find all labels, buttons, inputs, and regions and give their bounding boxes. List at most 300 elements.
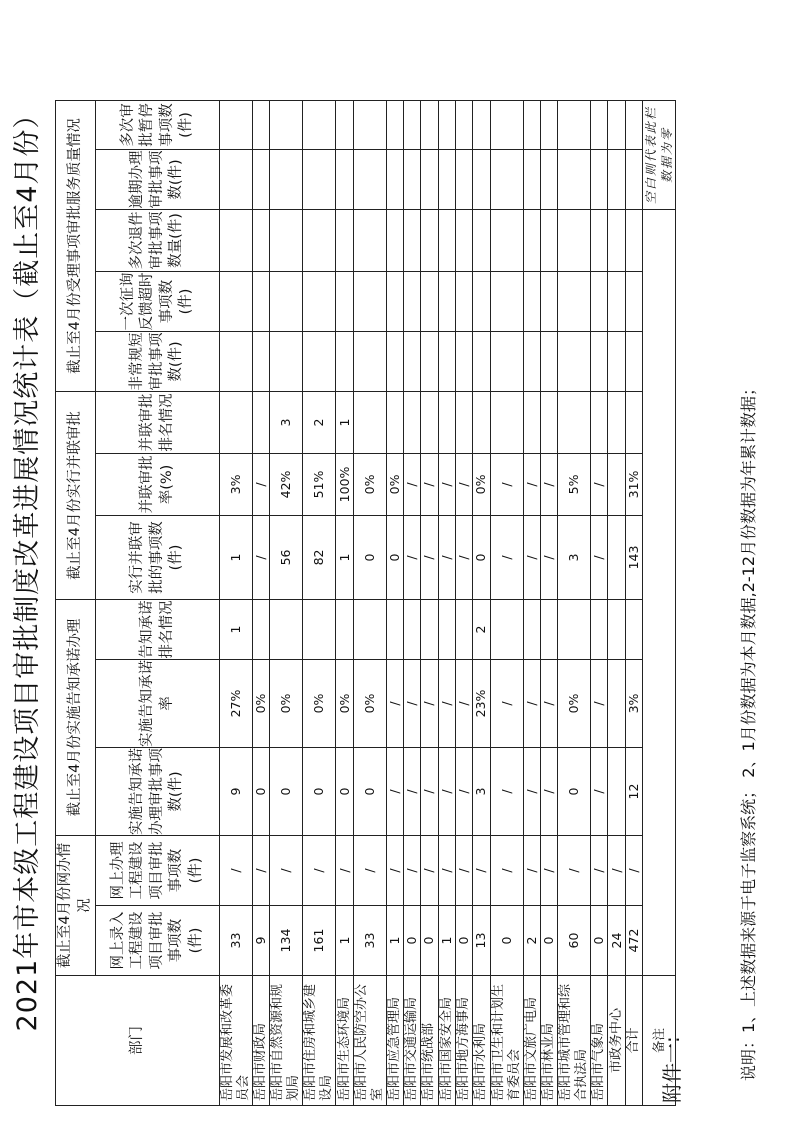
header-notify-rank: 告知承诺排名情况 bbox=[96, 599, 220, 659]
value-cell bbox=[591, 391, 608, 453]
value-cell bbox=[591, 599, 608, 659]
value-cell bbox=[455, 391, 472, 453]
table-row bbox=[608, 100, 625, 1105]
value-cell bbox=[386, 209, 403, 271]
value-cell bbox=[523, 209, 540, 271]
value-cell bbox=[591, 331, 608, 391]
value-cell: / bbox=[421, 453, 438, 515]
value-cell bbox=[558, 149, 591, 209]
value-cell: 0% bbox=[386, 453, 403, 515]
dept-cell: 岳阳市城市管理和综合执法局 bbox=[558, 976, 591, 1106]
value-cell: 1 bbox=[220, 515, 253, 599]
value-cell bbox=[270, 271, 303, 331]
value-cell: / bbox=[386, 747, 403, 835]
value-cell bbox=[336, 599, 353, 659]
value-cell bbox=[523, 599, 540, 659]
value-cell: / bbox=[421, 659, 438, 747]
header-notify-rate: 实施告知承诺率 bbox=[96, 659, 220, 747]
value-cell bbox=[303, 331, 336, 391]
value-cell: / bbox=[421, 747, 438, 835]
attachment-label: 附件一: bbox=[660, 1036, 684, 1103]
value-cell bbox=[438, 331, 455, 391]
value-cell: / bbox=[404, 453, 421, 515]
value-cell bbox=[303, 100, 336, 149]
value-cell: / bbox=[540, 747, 557, 835]
value-cell: 5% bbox=[558, 453, 591, 515]
value-cell bbox=[220, 391, 253, 453]
value-cell bbox=[608, 100, 625, 149]
value-cell: 2 bbox=[473, 599, 490, 659]
value-cell bbox=[490, 391, 523, 453]
value-cell bbox=[455, 209, 472, 271]
value-cell: 0% bbox=[336, 659, 353, 747]
value-cell: 2 bbox=[303, 391, 336, 453]
value-cell bbox=[421, 271, 438, 331]
value-cell bbox=[253, 149, 270, 209]
header-online-entry: 网上录入工程建设项目审批事项数(件) bbox=[96, 906, 220, 976]
value-cell bbox=[253, 209, 270, 271]
table-row bbox=[386, 100, 403, 1105]
dept-cell: 岳阳市气象局 bbox=[591, 976, 608, 1106]
value-cell: / bbox=[540, 515, 557, 599]
value-cell bbox=[303, 271, 336, 331]
table-row bbox=[353, 100, 386, 1105]
value-cell bbox=[625, 599, 642, 659]
value-cell bbox=[558, 599, 591, 659]
header-parallel-rank: 并联审批排名情况 bbox=[96, 391, 220, 453]
value-cell: / bbox=[591, 835, 608, 905]
value-cell: / bbox=[404, 747, 421, 835]
value-cell bbox=[558, 209, 591, 271]
value-cell bbox=[473, 100, 490, 149]
value-cell: / bbox=[558, 835, 591, 905]
group-parallel: 截止至4月份实行并联审批 bbox=[56, 391, 96, 599]
value-cell: 1 bbox=[336, 515, 353, 599]
value-cell bbox=[404, 149, 421, 209]
value-cell bbox=[421, 149, 438, 209]
value-cell: / bbox=[608, 835, 625, 905]
value-cell bbox=[473, 149, 490, 209]
value-cell bbox=[270, 100, 303, 149]
value-cell bbox=[303, 149, 336, 209]
value-cell: / bbox=[591, 453, 608, 515]
dept-cell: 岳阳市林业局 bbox=[540, 976, 557, 1106]
value-cell bbox=[336, 331, 353, 391]
value-cell bbox=[386, 391, 403, 453]
value-cell: 3 bbox=[270, 391, 303, 453]
value-cell bbox=[558, 331, 591, 391]
value-cell: / bbox=[523, 659, 540, 747]
dept-cell: 岳阳市水利局 bbox=[473, 976, 490, 1106]
value-cell bbox=[421, 331, 438, 391]
value-cell: / bbox=[253, 453, 270, 515]
value-cell: / bbox=[490, 835, 523, 905]
value-cell: / bbox=[438, 835, 455, 905]
value-cell: 0% bbox=[270, 659, 303, 747]
value-cell bbox=[540, 391, 557, 453]
statistics-table bbox=[55, 100, 676, 1106]
header-parallel-count: 实行并联审批的事项数(件) bbox=[96, 515, 220, 599]
value-cell bbox=[490, 149, 523, 209]
table-row bbox=[591, 100, 608, 1105]
value-cell bbox=[220, 149, 253, 209]
value-cell: 3 bbox=[473, 747, 490, 835]
remark-text: 空白则代表此栏数据为零 bbox=[642, 100, 675, 209]
value-cell: 472 bbox=[625, 906, 642, 976]
value-cell bbox=[253, 599, 270, 659]
remark-blank bbox=[642, 209, 675, 975]
value-cell bbox=[608, 149, 625, 209]
value-cell bbox=[608, 453, 625, 515]
value-cell: 2 bbox=[523, 906, 540, 976]
table-row bbox=[490, 100, 523, 1105]
table-row bbox=[220, 100, 253, 1105]
value-cell: / bbox=[490, 515, 523, 599]
value-cell: 1 bbox=[336, 906, 353, 976]
value-cell bbox=[386, 100, 403, 149]
value-cell bbox=[591, 149, 608, 209]
value-cell bbox=[353, 331, 386, 391]
value-cell bbox=[608, 599, 625, 659]
value-cell: 0% bbox=[353, 453, 386, 515]
value-cell bbox=[523, 331, 540, 391]
value-cell: / bbox=[473, 835, 490, 905]
table-row bbox=[625, 100, 642, 1105]
table-row bbox=[540, 100, 557, 1105]
value-cell bbox=[455, 599, 472, 659]
value-cell: / bbox=[253, 835, 270, 905]
value-cell bbox=[353, 271, 386, 331]
dept-cell: 岳阳市住房和城乡建设局 bbox=[303, 976, 336, 1106]
value-cell bbox=[353, 391, 386, 453]
value-cell: / bbox=[523, 515, 540, 599]
value-cell bbox=[438, 149, 455, 209]
value-cell: 51% bbox=[303, 453, 336, 515]
value-cell: / bbox=[438, 453, 455, 515]
value-cell bbox=[591, 209, 608, 271]
value-cell bbox=[625, 149, 642, 209]
value-cell: 0 bbox=[353, 747, 386, 835]
value-cell bbox=[421, 100, 438, 149]
value-cell: 0% bbox=[558, 659, 591, 747]
value-cell: / bbox=[490, 747, 523, 835]
value-cell bbox=[540, 149, 557, 209]
value-cell bbox=[386, 149, 403, 209]
dept-cell: 岳阳市交通运输局 bbox=[404, 976, 421, 1106]
value-cell: 0 bbox=[253, 747, 270, 835]
table-row bbox=[523, 100, 540, 1105]
value-cell bbox=[455, 100, 472, 149]
table-row bbox=[421, 100, 438, 1105]
value-cell: 0% bbox=[303, 659, 336, 747]
value-cell: 143 bbox=[625, 515, 642, 599]
header-dept: 部门 bbox=[56, 976, 220, 1106]
value-cell bbox=[490, 271, 523, 331]
value-cell bbox=[540, 271, 557, 331]
value-cell bbox=[386, 599, 403, 659]
value-cell: 0 bbox=[303, 747, 336, 835]
value-cell: 1 bbox=[438, 906, 455, 976]
value-cell bbox=[608, 271, 625, 331]
value-cell: 134 bbox=[270, 906, 303, 976]
value-cell: 60 bbox=[558, 906, 591, 976]
value-cell: / bbox=[353, 835, 386, 905]
value-cell: 23% bbox=[473, 659, 490, 747]
dept-cell: 岳阳市人民防空办公室 bbox=[353, 976, 386, 1106]
dept-cell: 市政务中心 bbox=[608, 976, 625, 1106]
value-cell bbox=[608, 747, 625, 835]
table-row bbox=[558, 100, 591, 1105]
value-cell: / bbox=[591, 747, 608, 835]
remark-label: 备注 bbox=[642, 976, 675, 1106]
value-cell bbox=[455, 149, 472, 209]
value-cell: 33 bbox=[220, 906, 253, 976]
value-cell: 3% bbox=[625, 659, 642, 747]
value-cell bbox=[591, 271, 608, 331]
value-cell bbox=[591, 100, 608, 149]
value-cell: 1 bbox=[220, 599, 253, 659]
value-cell: 24 bbox=[608, 906, 625, 976]
header-online-handle: 网上办理工程建设项目审批事项数(件) bbox=[96, 835, 220, 905]
dept-cell: 岳阳市统战部 bbox=[421, 976, 438, 1106]
value-cell bbox=[386, 271, 403, 331]
value-cell bbox=[608, 515, 625, 599]
group-online: 截止至4月份网办情况 bbox=[56, 835, 96, 975]
value-cell bbox=[220, 100, 253, 149]
header-overdue: 逾期办理审批事项数(件) bbox=[96, 149, 220, 209]
header-feedback-timeout: 一次征询反馈超时事项数(件) bbox=[96, 271, 220, 331]
value-cell: 27% bbox=[220, 659, 253, 747]
dept-cell: 岳阳市生态环境局 bbox=[336, 976, 353, 1106]
value-cell: / bbox=[386, 835, 403, 905]
header-notify-count: 实施告知承诺办理审批事项数(件) bbox=[96, 747, 220, 835]
dept-cell: 岳阳市卫生和计划生育委员会 bbox=[490, 976, 523, 1106]
value-cell bbox=[353, 100, 386, 149]
value-cell bbox=[220, 209, 253, 271]
value-cell bbox=[608, 659, 625, 747]
value-cell bbox=[523, 149, 540, 209]
value-cell: 0 bbox=[386, 515, 403, 599]
value-cell bbox=[253, 100, 270, 149]
value-cell: / bbox=[421, 835, 438, 905]
footnote: 说明：1、上述数据来源于电子监察系统； 2、1月份数据为本月数据,2-12月份数据为年累计数据； bbox=[739, 379, 758, 1081]
value-cell: 13 bbox=[473, 906, 490, 976]
value-cell bbox=[404, 271, 421, 331]
value-cell: / bbox=[438, 747, 455, 835]
value-cell bbox=[404, 100, 421, 149]
value-cell: 0 bbox=[490, 906, 523, 976]
value-cell: / bbox=[523, 835, 540, 905]
value-cell: / bbox=[540, 659, 557, 747]
value-cell: / bbox=[404, 515, 421, 599]
value-cell bbox=[490, 599, 523, 659]
value-cell bbox=[404, 209, 421, 271]
header-parallel-rate: 并联审批率(%) bbox=[96, 453, 220, 515]
value-cell: 3% bbox=[220, 453, 253, 515]
value-cell: 0 bbox=[473, 515, 490, 599]
table-row bbox=[303, 100, 336, 1105]
value-cell: / bbox=[455, 835, 472, 905]
header-multi-return: 多次退件审批事项数量(件) bbox=[96, 209, 220, 271]
value-cell: / bbox=[336, 835, 353, 905]
page-title: 2021年市本级工程建设项目审批制度改革进展情况统计表（截止至4月份） bbox=[12, 100, 43, 1032]
value-cell bbox=[353, 599, 386, 659]
value-cell bbox=[523, 271, 540, 331]
value-cell bbox=[608, 331, 625, 391]
value-cell bbox=[421, 209, 438, 271]
value-cell: / bbox=[455, 453, 472, 515]
table-row bbox=[473, 100, 490, 1105]
value-cell bbox=[253, 271, 270, 331]
value-cell bbox=[336, 209, 353, 271]
value-cell bbox=[540, 100, 557, 149]
value-cell: 0% bbox=[253, 659, 270, 747]
group-notify-commit: 截止至4月份实施告知承诺办理 bbox=[56, 599, 96, 835]
value-cell bbox=[438, 391, 455, 453]
value-cell: / bbox=[253, 515, 270, 599]
value-cell bbox=[270, 149, 303, 209]
value-cell bbox=[490, 331, 523, 391]
value-cell: / bbox=[455, 515, 472, 599]
value-cell: 31% bbox=[625, 453, 642, 515]
value-cell bbox=[353, 149, 386, 209]
value-cell: 0% bbox=[353, 659, 386, 747]
value-cell bbox=[404, 391, 421, 453]
dept-cell: 岳阳市应急管理局 bbox=[386, 976, 403, 1106]
value-cell bbox=[253, 391, 270, 453]
value-cell: 0 bbox=[353, 515, 386, 599]
value-cell: / bbox=[455, 747, 472, 835]
value-cell bbox=[523, 391, 540, 453]
value-cell bbox=[608, 209, 625, 271]
value-cell: / bbox=[625, 835, 642, 905]
value-cell bbox=[490, 209, 523, 271]
table-row bbox=[253, 100, 270, 1105]
value-cell: / bbox=[490, 659, 523, 747]
value-cell bbox=[421, 599, 438, 659]
value-cell: / bbox=[438, 515, 455, 599]
header-multi-pause: 多次审批暂停事项数(件) bbox=[96, 100, 220, 149]
value-cell bbox=[253, 331, 270, 391]
value-cell bbox=[473, 331, 490, 391]
value-cell: 1 bbox=[336, 391, 353, 453]
value-cell: / bbox=[540, 835, 557, 905]
value-cell bbox=[473, 391, 490, 453]
value-cell: 0 bbox=[558, 747, 591, 835]
value-cell bbox=[386, 331, 403, 391]
value-cell: / bbox=[591, 515, 608, 599]
dept-cell: 岳阳市财政局 bbox=[253, 976, 270, 1106]
value-cell: / bbox=[523, 453, 540, 515]
value-cell: 100% bbox=[336, 453, 353, 515]
value-cell bbox=[455, 331, 472, 391]
value-cell bbox=[438, 100, 455, 149]
value-cell bbox=[303, 599, 336, 659]
value-cell bbox=[625, 209, 642, 271]
value-cell bbox=[540, 599, 557, 659]
dept-cell: 岳阳市文旅广电局 bbox=[523, 976, 540, 1106]
value-cell bbox=[438, 271, 455, 331]
value-cell bbox=[625, 100, 642, 149]
value-cell: 12 bbox=[625, 747, 642, 835]
value-cell: / bbox=[404, 659, 421, 747]
group-quality: 截止至4月份受理事项审批服务质量情况 bbox=[56, 100, 96, 391]
value-cell bbox=[303, 209, 336, 271]
value-cell: / bbox=[540, 453, 557, 515]
value-cell: 0 bbox=[421, 906, 438, 976]
table-row bbox=[404, 100, 421, 1105]
value-cell bbox=[404, 331, 421, 391]
value-cell: 3 bbox=[558, 515, 591, 599]
table-row bbox=[336, 100, 353, 1105]
value-cell: 0 bbox=[455, 906, 472, 976]
dept-cell: 岳阳市自然资源和规划局 bbox=[270, 976, 303, 1106]
value-cell bbox=[270, 209, 303, 271]
table-row bbox=[455, 100, 472, 1105]
value-cell bbox=[336, 271, 353, 331]
value-cell bbox=[336, 149, 353, 209]
dept-cell: 岳阳市国家安全局 bbox=[438, 976, 455, 1106]
value-cell: / bbox=[386, 659, 403, 747]
table-row bbox=[438, 100, 455, 1105]
value-cell bbox=[558, 391, 591, 453]
value-cell bbox=[270, 331, 303, 391]
value-cell bbox=[353, 209, 386, 271]
value-cell: 0 bbox=[404, 906, 421, 976]
table-row bbox=[270, 100, 303, 1105]
value-cell: 0% bbox=[473, 453, 490, 515]
value-cell: / bbox=[270, 835, 303, 905]
value-cell: 82 bbox=[303, 515, 336, 599]
dept-cell: 岳阳市发展和改革委员会 bbox=[220, 976, 253, 1106]
value-cell bbox=[540, 209, 557, 271]
value-cell: 33 bbox=[353, 906, 386, 976]
value-cell: 42% bbox=[270, 453, 303, 515]
value-cell bbox=[558, 271, 591, 331]
value-cell bbox=[625, 391, 642, 453]
value-cell: / bbox=[523, 747, 540, 835]
value-cell: 0 bbox=[591, 906, 608, 976]
value-cell bbox=[220, 331, 253, 391]
value-cell bbox=[421, 391, 438, 453]
value-cell: 161 bbox=[303, 906, 336, 976]
dept-cell: 合计 bbox=[625, 976, 642, 1106]
value-cell bbox=[404, 599, 421, 659]
value-cell: / bbox=[455, 659, 472, 747]
header-abnormal-short: 非常规短审批事项数(件) bbox=[96, 331, 220, 391]
value-cell bbox=[608, 391, 625, 453]
value-cell bbox=[473, 271, 490, 331]
value-cell bbox=[455, 271, 472, 331]
value-cell bbox=[336, 100, 353, 149]
value-cell bbox=[523, 100, 540, 149]
dept-cell: 岳阳市地方海事局 bbox=[455, 976, 472, 1106]
value-cell: 1 bbox=[386, 906, 403, 976]
value-cell: 0 bbox=[336, 747, 353, 835]
value-cell bbox=[220, 271, 253, 331]
value-cell bbox=[625, 271, 642, 331]
value-cell: / bbox=[591, 659, 608, 747]
value-cell bbox=[473, 209, 490, 271]
value-cell: 9 bbox=[253, 906, 270, 976]
value-cell: 0 bbox=[540, 906, 557, 976]
table-body bbox=[220, 100, 643, 1105]
value-cell bbox=[625, 331, 642, 391]
value-cell bbox=[540, 331, 557, 391]
value-cell bbox=[270, 599, 303, 659]
value-cell: / bbox=[438, 659, 455, 747]
value-cell: / bbox=[303, 835, 336, 905]
